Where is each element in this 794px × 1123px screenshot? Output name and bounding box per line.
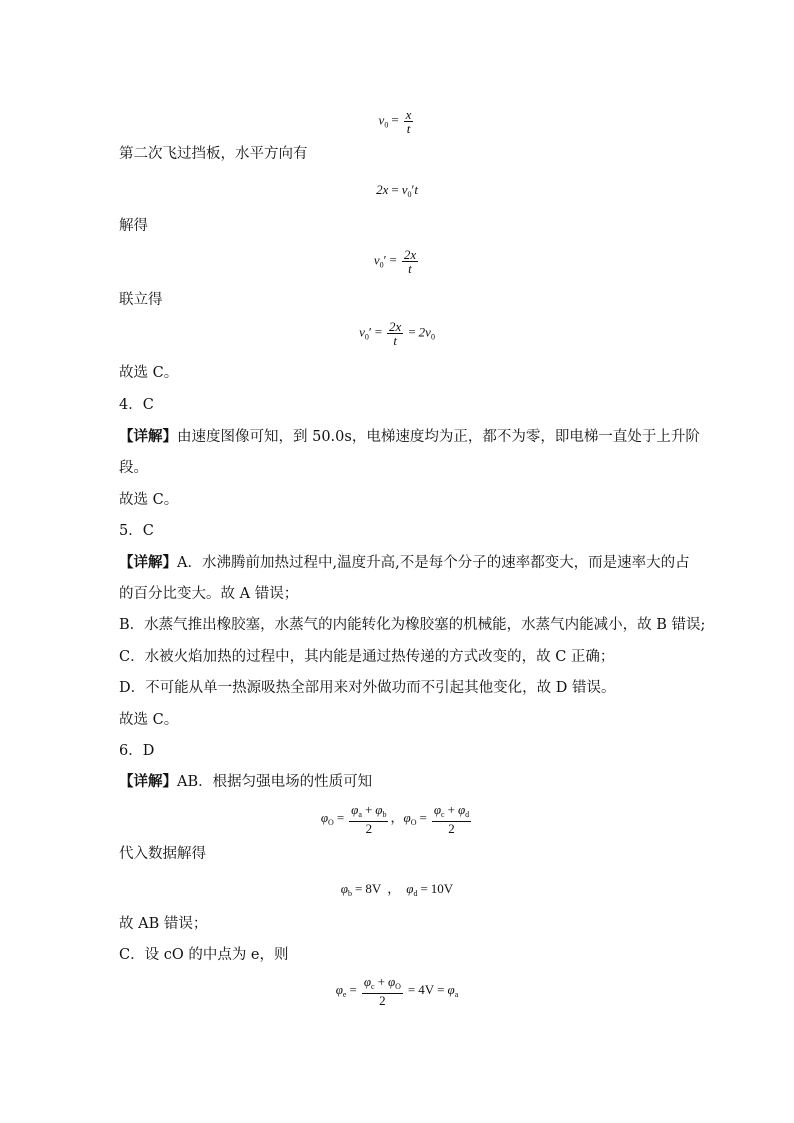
eq-subscript: 0	[364, 332, 369, 342]
eq-operator: =	[391, 112, 399, 128]
eq-symbol: 2x	[376, 182, 389, 197]
equation-phi-values	[0, 878, 794, 898]
eq-subscript: 0	[379, 260, 384, 270]
eq-symbol: φ	[447, 981, 455, 997]
eq-numerator: x	[405, 107, 412, 122]
paragraph-second-pass: 第二次飞过挡板，水平方向有	[119, 146, 308, 162]
question-5-option-c: C．水被火焰加热的过程中，其内能是通过热传递的方式改变的，故 C 正确；	[119, 649, 615, 665]
eq-subscript: O	[395, 982, 401, 991]
eq-subscript: b	[382, 810, 387, 819]
eq-symbol: φ	[340, 881, 348, 896]
eq-symbol: φ	[375, 802, 383, 817]
eq-symbol: φ	[351, 802, 359, 817]
detail-text: 由速度图像可知，到 50.0s，电梯速度均为正，都不为零，即电梯一直处于上升阶	[177, 429, 700, 445]
eq-subscript: 0	[430, 332, 435, 342]
eq-denominator: t	[404, 121, 414, 135]
eq-prime: ′	[383, 252, 387, 268]
question-6-detail	[119, 772, 679, 792]
eq-operator: =	[374, 324, 383, 340]
eq-subscript: 0	[384, 120, 389, 130]
eq-subscript: a	[358, 810, 362, 819]
detail-tag: 【详解】	[119, 428, 177, 445]
eq-fraction	[387, 320, 403, 347]
eq-subscript: c	[441, 810, 445, 819]
eq-operator: =	[408, 324, 416, 340]
paragraph-substitute: 代入数据解得	[119, 846, 206, 862]
eq-operator: =	[419, 809, 427, 825]
eq-subscript: O	[410, 817, 417, 827]
question-5-option-b: B．水蒸气推出橡胶塞，水蒸气的内能转化为橡胶塞的机械能，水蒸气内能减小，故 B 错误;	[119, 617, 706, 633]
eq-numerator: 2x	[389, 319, 402, 334]
eq-operator: =	[420, 881, 428, 896]
equation-phi-e	[0, 975, 794, 1007]
question-4-number: 4．C	[119, 397, 154, 413]
question-5-number: 5．C	[119, 523, 154, 539]
eq-operator: +	[377, 974, 385, 989]
eq-subscript: d	[465, 810, 470, 819]
eq-operator: =	[407, 981, 416, 997]
equation-v0	[0, 108, 794, 135]
eq-denominator: t	[387, 333, 403, 347]
eq-operator: =	[391, 182, 399, 197]
eq-operator: =	[349, 981, 357, 997]
eq-prime: ′	[368, 324, 372, 340]
eq-symbol: v	[373, 252, 380, 268]
eq-denominator: 2	[432, 821, 471, 835]
eq-symbol: 2v	[418, 324, 431, 340]
eq-separator: ，	[390, 809, 404, 825]
detail-tag: 【详解】	[119, 554, 177, 571]
question-5-option-a	[119, 553, 690, 573]
equation-v0-prime-result	[0, 320, 794, 347]
eq-symbol: v	[401, 182, 408, 197]
equation-v0-prime	[0, 248, 794, 275]
eq-fraction	[402, 248, 418, 275]
eq-symbol: t	[414, 182, 418, 197]
paragraph-combine: 联立得	[119, 292, 163, 308]
eq-symbol: φ	[457, 802, 466, 817]
eq-operator: +	[447, 802, 455, 817]
eq-subscript: a	[454, 989, 459, 999]
eq-subscript: 0	[407, 190, 412, 199]
eq-fraction	[362, 975, 403, 1007]
detail-text: A．水沸腾前加热过程中,温度升高,不是每个分子的速率都变大，而是速率大的占	[177, 555, 690, 571]
equation-phi-o	[0, 803, 794, 835]
question-4-detail-cont: 段。	[119, 460, 148, 476]
eq-value: 4V	[418, 981, 435, 997]
eq-operator: =	[389, 252, 397, 268]
eq-separator: ，	[387, 881, 401, 896]
eq-operator: =	[437, 981, 445, 997]
question-6-option-c: C．设 cO 的中点为 e，则	[119, 947, 289, 963]
eq-numerator	[349, 803, 388, 821]
paragraph-ab-wrong: 故 AB 错误；	[119, 916, 208, 932]
detail-tag: 【详解】	[119, 773, 177, 790]
eq-symbol: v	[359, 324, 365, 340]
eq-subscript: b	[348, 889, 352, 898]
eq-numerator	[432, 803, 471, 821]
eq-denominator: 2	[362, 993, 403, 1007]
answer-q3: 故选 C。	[119, 365, 179, 381]
eq-numerator: 2x	[403, 247, 417, 262]
eq-symbol: φ	[335, 981, 343, 997]
eq-denominator: t	[402, 261, 418, 275]
eq-subscript: e	[342, 989, 347, 999]
eq-denominator: 2	[349, 821, 388, 835]
answer-q5: 故选 C。	[119, 712, 179, 728]
answer-q4: 故选 C。	[119, 492, 179, 508]
eq-fraction	[349, 803, 388, 835]
eq-fraction	[432, 803, 471, 835]
eq-symbol: φ	[406, 881, 414, 896]
eq-symbol: v	[378, 112, 385, 128]
eq-fraction	[404, 108, 414, 135]
eq-numerator	[362, 975, 403, 993]
equation-2x	[0, 182, 794, 199]
eq-subscript: O	[328, 817, 334, 827]
eq-subscript: c	[371, 982, 375, 991]
question-5-option-a-cont: 的百分比变大。故 A 错误；	[119, 586, 299, 602]
eq-value: 10V	[430, 881, 454, 896]
eq-symbol: φ	[433, 802, 442, 817]
eq-subscript: d	[413, 889, 418, 898]
eq-symbol: φ	[387, 974, 396, 989]
eq-prime: ′	[411, 182, 415, 197]
eq-symbol: φ	[403, 809, 411, 825]
eq-symbol: φ	[363, 974, 372, 989]
eq-operator: =	[336, 809, 345, 825]
question-4-detail	[119, 427, 700, 447]
paragraph-solve: 解得	[119, 218, 148, 234]
question-6-number: 6．D	[119, 743, 155, 759]
eq-value: 8V	[365, 881, 382, 896]
eq-operator: =	[355, 881, 363, 896]
detail-text: AB．根据匀强电场的性质可知	[177, 774, 373, 790]
question-5-option-d: D．不可能从单一热源吸热全部用来对外做功而不引起其他变化，故 D 错误。	[119, 680, 616, 696]
eq-operator: +	[364, 802, 373, 817]
eq-symbol: φ	[320, 809, 329, 825]
